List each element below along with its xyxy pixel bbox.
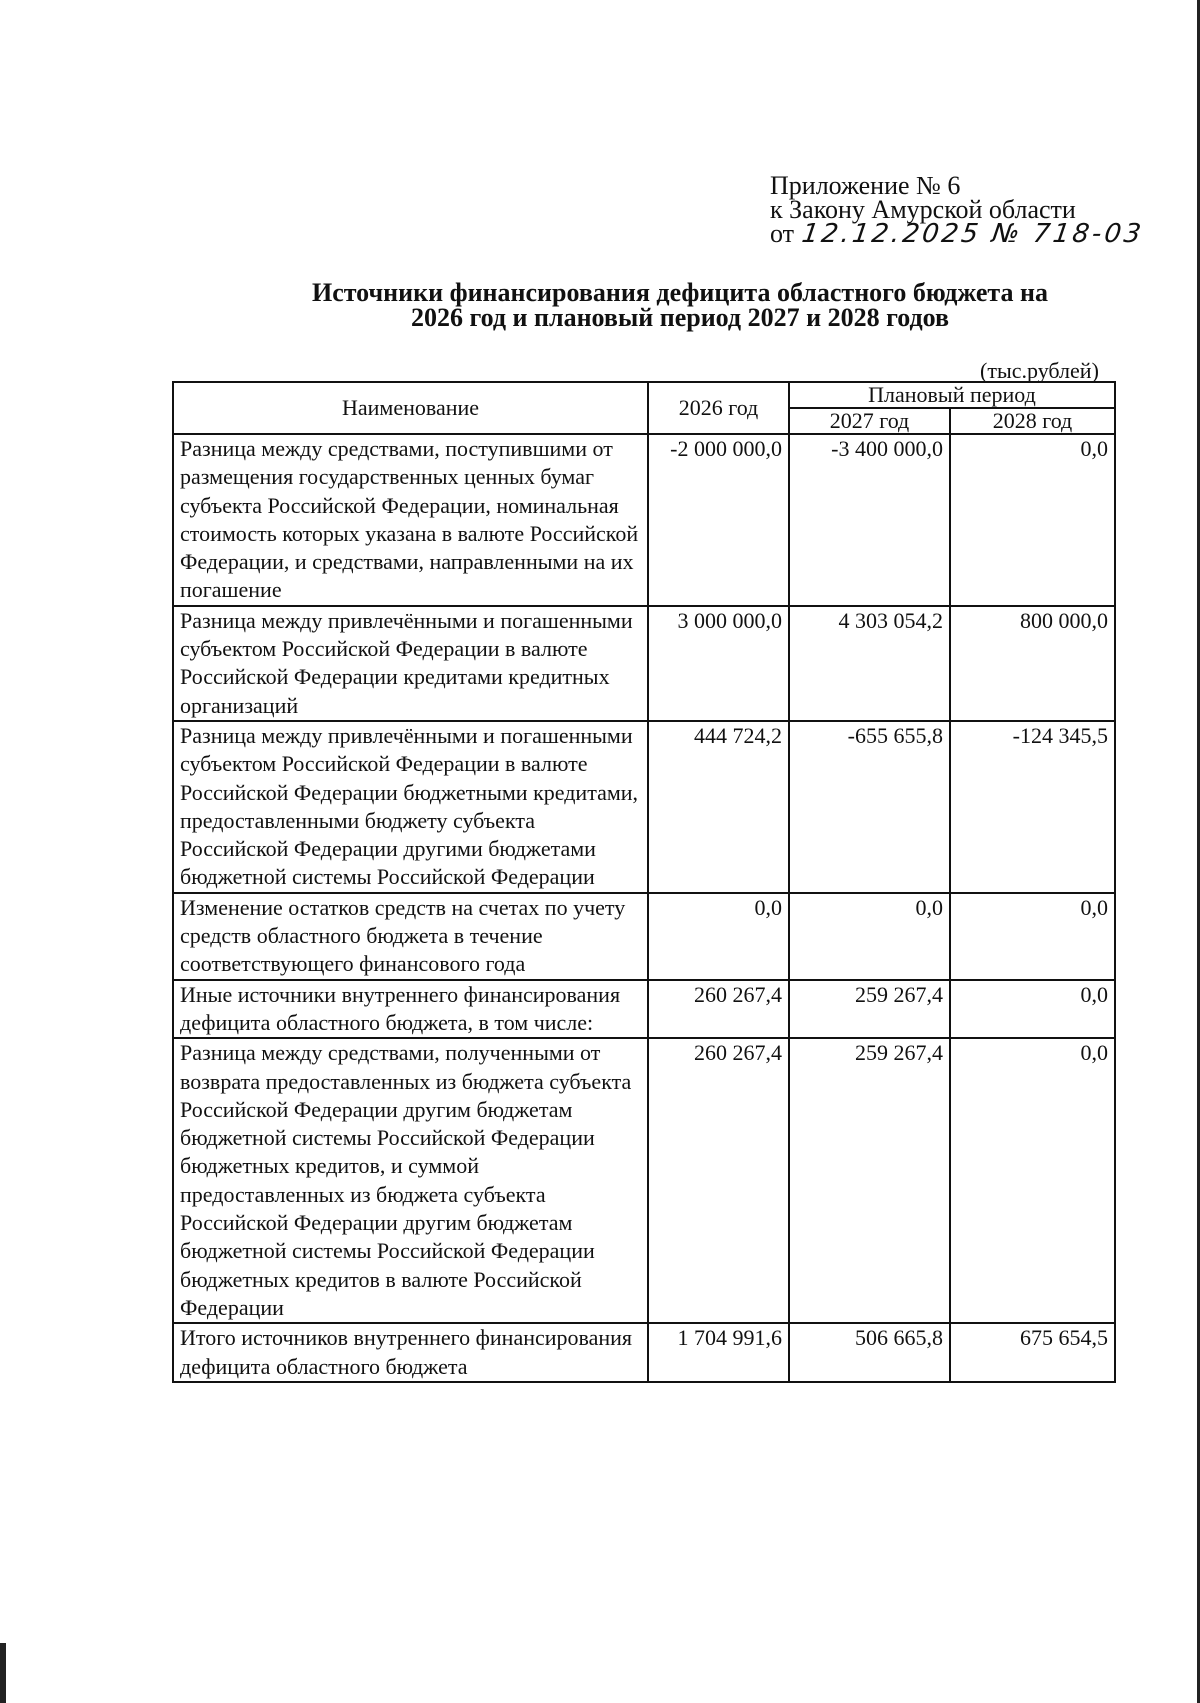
header-year-2026: 2026 год <box>648 382 789 434</box>
row-name: Изменение остатков средств на счетах по учету средств областного бюджета в течение соответствующего финансового года <box>173 893 648 980</box>
row-name: Итого источников внутреннего финансирования дефицита областного бюджета <box>173 1323 648 1382</box>
row-value-2027: -3 400 000,0 <box>789 434 950 606</box>
appendix-header <box>770 171 1146 249</box>
table-row <box>173 434 1115 606</box>
row-name: Разница между средствами, поступившими от размещения государственных ценных бумаг субъекта Российской Федерации, номинальная стоимость которых указана в валюте Российской Федерации, и средствами, направленными на их погашение <box>173 434 648 606</box>
row-value-2027: 4 303 054,2 <box>789 606 950 721</box>
row-value-2027: 0,0 <box>789 893 950 980</box>
row-value-2026: 260 267,4 <box>648 980 789 1039</box>
row-value-2028: 0,0 <box>950 434 1115 606</box>
appendix-law-reference: к Закону Амурской области <box>770 195 1076 224</box>
document-title-line-1: Источники финансирования дефицита областного бюджета на <box>311 278 1048 307</box>
row-value-2027: -655 655,8 <box>789 721 950 893</box>
row-value-2028: 0,0 <box>950 980 1115 1039</box>
row-name: Разница между привлечёнными и погашенными субъектом Российской Федерации в валюте Российской Федерации кредитами кредитных организаций <box>173 606 648 721</box>
table-row <box>173 606 1115 721</box>
appendix-date-line <box>770 219 1146 249</box>
appendix-number: Приложение № 6 <box>770 171 961 200</box>
table-row-total <box>173 1323 1115 1382</box>
row-value-2028: 800 000,0 <box>950 606 1115 721</box>
table-row <box>173 893 1115 980</box>
budget-sources-table <box>172 381 1116 1383</box>
row-value-2026: -2 000 000,0 <box>648 434 789 606</box>
row-value-2026: 1 704 991,6 <box>648 1323 789 1382</box>
row-name: Разница между средствами, полученными от возврата предоставленных из бюджета субъекта Российской Федерации другим бюджетам бюджетной системы Российской Федерации бюджетных кредитов, и суммой предоставленных из бюджета субъекта Российской Федерации другим бюджетам бюджетной системы Российской Федерации бюджетных кредитов в валюте Российской Федерации <box>173 1038 648 1323</box>
row-value-2026: 0,0 <box>648 893 789 980</box>
document-title <box>240 280 1120 330</box>
row-value-2026: 260 267,4 <box>648 1038 789 1323</box>
appendix-date-prefix: от <box>770 219 795 248</box>
appendix-handwritten-date: 12.12.2025 № 718-03 <box>799 219 1146 249</box>
table-row <box>173 721 1115 893</box>
header-name: Наименование <box>173 382 648 434</box>
row-value-2028: -124 345,5 <box>950 721 1115 893</box>
row-value-2027: 259 267,4 <box>789 980 950 1039</box>
header-year-2028: 2028 год <box>950 408 1115 434</box>
row-value-2028: 675 654,5 <box>950 1323 1115 1382</box>
units-label: (тыс.рублей) <box>980 358 1099 383</box>
row-value-2027: 506 665,8 <box>789 1323 950 1382</box>
scan-corner-mark <box>0 1643 6 1703</box>
row-value-2026: 3 000 000,0 <box>648 606 789 721</box>
row-value-2026: 444 724,2 <box>648 721 789 893</box>
table-row <box>173 1038 1115 1323</box>
row-value-2028: 0,0 <box>950 1038 1115 1323</box>
table-row <box>173 980 1115 1039</box>
row-value-2027: 259 267,4 <box>789 1038 950 1323</box>
header-year-2027: 2027 год <box>789 408 950 434</box>
header-planned-period: Плановый период <box>789 382 1115 408</box>
row-name: Разница между привлечёнными и погашенными субъектом Российской Федерации в валюте Российской Федерации бюджетными кредитами, предоставленными бюджету субъекта Российской Федерации другими бюджетами бюджетной системы Российской Федерации <box>173 721 648 893</box>
row-value-2028: 0,0 <box>950 893 1115 980</box>
row-name: Иные источники внутреннего финансирования дефицита областного бюджета, в том числе: <box>173 980 648 1039</box>
document-title-line-2: 2026 год и плановый период 2027 и 2028 годов <box>410 303 950 332</box>
